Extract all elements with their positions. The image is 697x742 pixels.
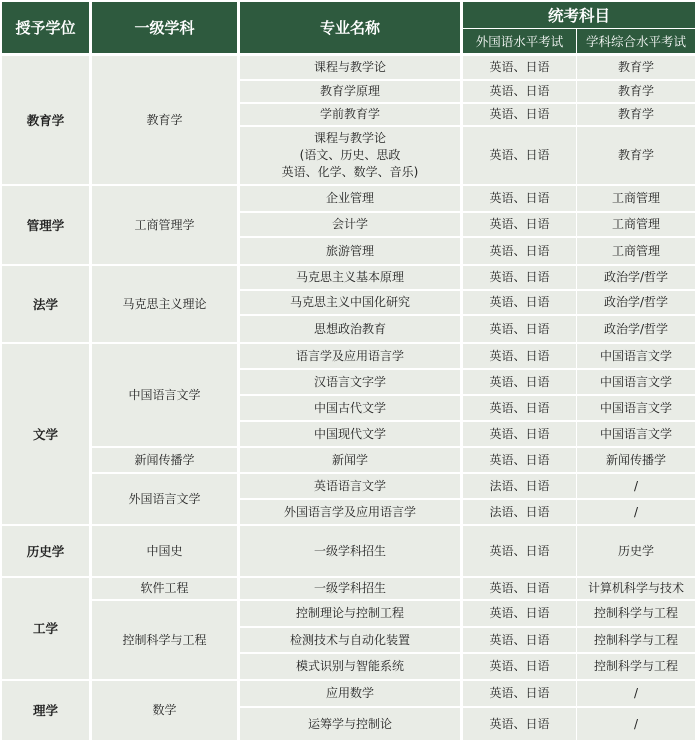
major-cell: 旅游管理: [240, 238, 460, 264]
major-cell: 企业管理: [240, 186, 460, 211]
comprehensive-exam-cell: 工商管理: [577, 213, 695, 236]
foreign-exam-cell: 英语、日语: [463, 291, 576, 314]
major-cell: 控制理论与控制工程: [240, 601, 460, 626]
comprehensive-exam-cell: 教育学: [577, 56, 695, 79]
comprehensive-exam-cell: 控制科学与工程: [577, 628, 695, 652]
comprehensive-exam-cell: 控制科学与工程: [577, 654, 695, 679]
major-cell: 学前教育学: [240, 104, 460, 125]
comprehensive-exam-cell: 政治学/哲学: [577, 291, 695, 314]
discipline-cell: 中国语言文学: [92, 344, 237, 446]
foreign-exam-cell: 英语、日语: [463, 56, 576, 79]
major-cell: 英语语言文学: [240, 474, 460, 498]
comprehensive-exam-cell: 控制科学与工程: [577, 601, 695, 626]
discipline-cell: 新闻传播学: [92, 448, 237, 472]
major-cell: 马克思主义基本原理: [240, 266, 460, 289]
comprehensive-exam-cell: 教育学: [577, 127, 695, 184]
major-cell: 外国语言学及应用语言学: [240, 500, 460, 524]
foreign-exam-cell: 英语、日语: [463, 316, 576, 342]
foreign-exam-cell: 英语、日语: [463, 370, 576, 394]
foreign-exam-cell: 英语、日语: [463, 344, 576, 368]
major-cell: 中国现代文学: [240, 422, 460, 446]
major-cell: 应用数学: [240, 681, 460, 706]
major-cell: 语言学及应用语言学: [240, 344, 460, 368]
major-cell: 教育学原理: [240, 81, 460, 102]
foreign-exam-cell: 英语、日语: [463, 186, 576, 211]
comprehensive-exam-cell: /: [577, 681, 695, 706]
discipline-cell: 工商管理学: [92, 186, 237, 264]
discipline-cell: 中国史: [92, 526, 237, 576]
major-cell: 一级学科招生: [240, 526, 460, 576]
discipline-cell: 马克思主义理论: [92, 266, 237, 342]
degree-cell: 教育学: [2, 56, 89, 184]
foreign-exam-cell: 法语、日语: [463, 474, 576, 498]
discipline-cell: 外国语言文学: [92, 474, 237, 524]
major-cell: 新闻学: [240, 448, 460, 472]
comprehensive-exam-cell: 工商管理: [577, 186, 695, 211]
major-cell: 思想政治教育: [240, 316, 460, 342]
foreign-exam-cell: 英语、日语: [463, 213, 576, 236]
major-cell: 马克思主义中国化研究: [240, 291, 460, 314]
header-degree: 授予学位: [2, 2, 89, 53]
foreign-exam-cell: 英语、日语: [463, 422, 576, 446]
header-exam: 统考科目: [463, 2, 695, 28]
comprehensive-exam-cell: 计算机科学与技术: [577, 578, 695, 599]
comprehensive-exam-cell: 教育学: [577, 104, 695, 125]
header-major: 专业名称: [240, 2, 460, 53]
foreign-exam-cell: 英语、日语: [463, 127, 576, 184]
header-discipline: 一级学科: [92, 2, 237, 53]
major-cell: 一级学科招生: [240, 578, 460, 599]
discipline-cell: 控制科学与工程: [92, 601, 237, 679]
comprehensive-exam-cell: 中国语言文学: [577, 396, 695, 420]
foreign-exam-cell: 英语、日语: [463, 654, 576, 679]
degree-cell: 文学: [2, 344, 89, 524]
major-cell: 检测技术与自动化装置: [240, 628, 460, 652]
major-cell: 模式识别与智能系统: [240, 654, 460, 679]
foreign-exam-cell: 英语、日语: [463, 628, 576, 652]
comprehensive-exam-cell: 工商管理: [577, 238, 695, 264]
degree-cell: 历史学: [2, 526, 89, 576]
major-line: (语文、历史、思政: [299, 148, 401, 162]
major-cell: 课程与教学论: [240, 56, 460, 79]
major-cell: 中国古代文学: [240, 396, 460, 420]
foreign-exam-cell: 英语、日语: [463, 681, 576, 706]
discipline-cell: 软件工程: [92, 578, 237, 599]
comprehensive-exam-cell: /: [577, 500, 695, 524]
degree-cell: 工学: [2, 578, 89, 679]
comprehensive-exam-cell: 教育学: [577, 81, 695, 102]
comprehensive-exam-cell: 政治学/哲学: [577, 266, 695, 289]
foreign-exam-cell: 英语、日语: [463, 266, 576, 289]
foreign-exam-cell: 法语、日语: [463, 500, 576, 524]
comprehensive-exam-cell: 中国语言文学: [577, 422, 695, 446]
comprehensive-exam-cell: 历史学: [577, 526, 695, 576]
major-cell: 运筹学与控制论: [240, 708, 460, 740]
foreign-exam-cell: 英语、日语: [463, 578, 576, 599]
major-line: 课程与教学论: [313, 131, 386, 145]
comprehensive-exam-cell: 中国语言文学: [577, 344, 695, 368]
major-cell: 汉语言文字学: [240, 370, 460, 394]
major-cell: [240, 127, 460, 184]
comprehensive-exam-cell: 政治学/哲学: [577, 316, 695, 342]
degree-cell: 法学: [2, 266, 89, 342]
major-cell: 会计学: [240, 213, 460, 236]
discipline-cell: 教育学: [92, 56, 237, 184]
foreign-exam-cell: 英语、日语: [463, 104, 576, 125]
header-foreign-exam: 外国语水平考试: [463, 29, 576, 53]
comprehensive-exam-cell: 中国语言文学: [577, 370, 695, 394]
degree-cell: 管理学: [2, 186, 89, 264]
foreign-exam-cell: 英语、日语: [463, 396, 576, 420]
header-comprehensive-exam: 学科综合水平考试: [577, 29, 695, 53]
degree-cell: 理学: [2, 681, 89, 740]
foreign-exam-cell: 英语、日语: [463, 448, 576, 472]
major-line: 英语、化学、数学、音乐): [281, 165, 419, 179]
comprehensive-exam-cell: /: [577, 474, 695, 498]
comprehensive-exam-cell: 新闻传播学: [577, 448, 695, 472]
comprehensive-exam-cell: /: [577, 708, 695, 740]
foreign-exam-cell: 英语、日语: [463, 81, 576, 102]
foreign-exam-cell: 英语、日语: [463, 238, 576, 264]
foreign-exam-cell: 英语、日语: [463, 601, 576, 626]
discipline-cell: 数学: [92, 681, 237, 740]
foreign-exam-cell: 英语、日语: [463, 708, 576, 740]
foreign-exam-cell: 英语、日语: [463, 526, 576, 576]
